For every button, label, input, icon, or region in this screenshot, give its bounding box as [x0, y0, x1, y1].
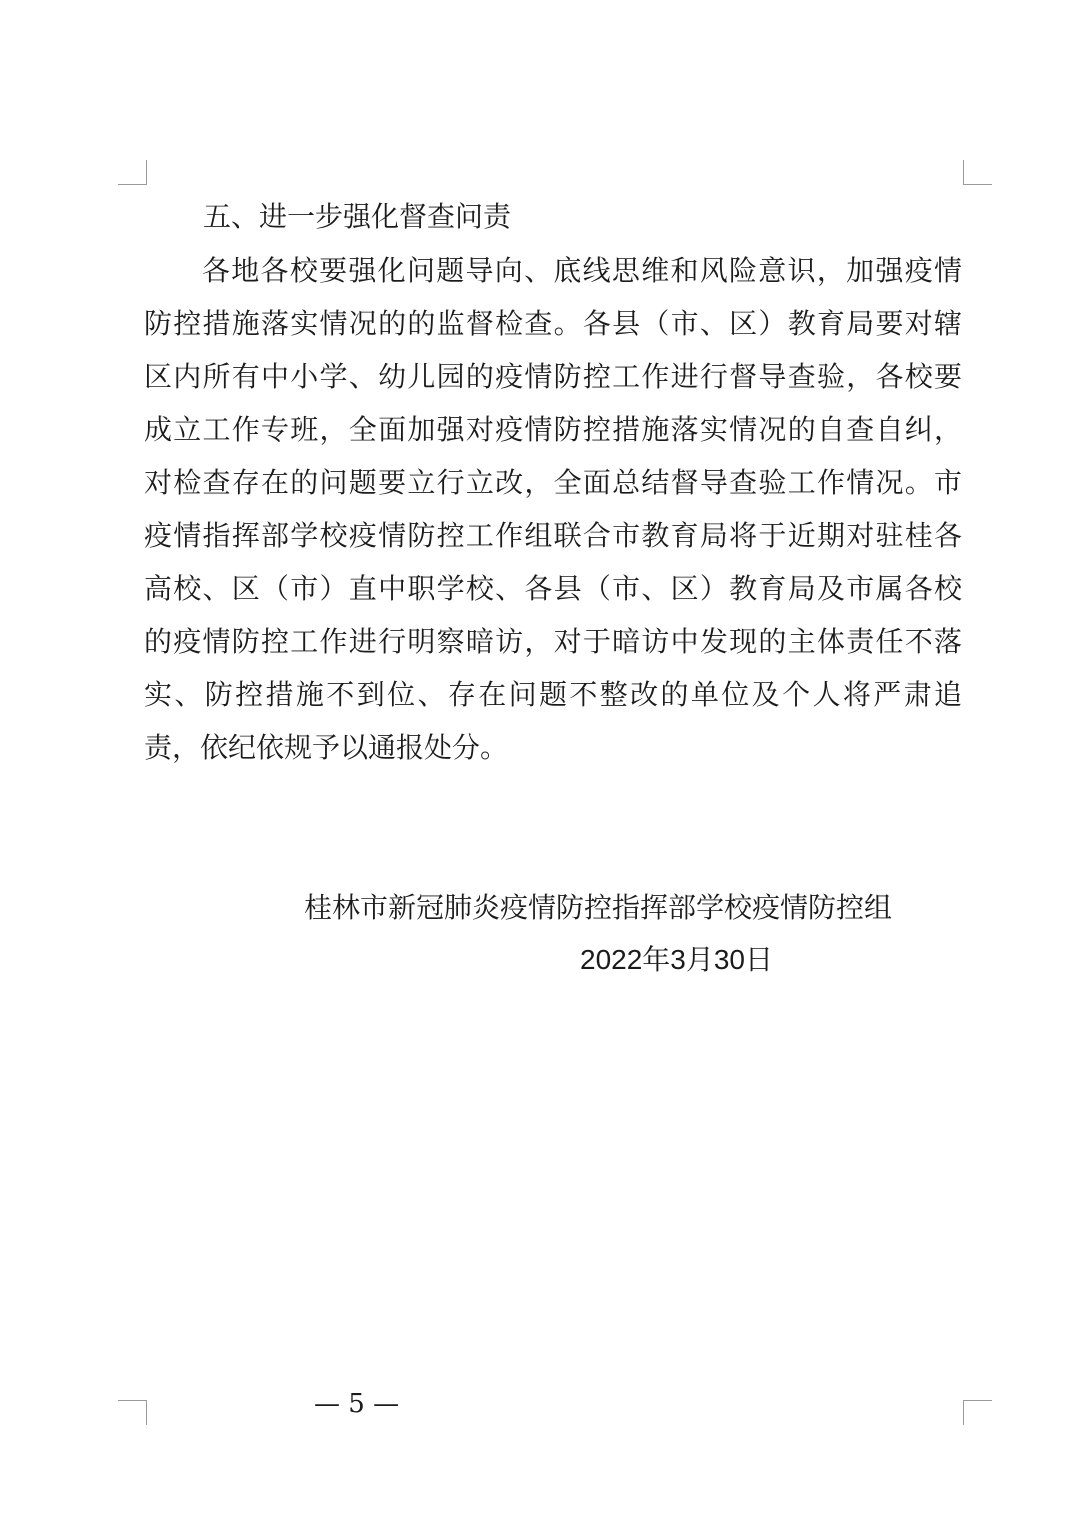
body-line: 各地各校要强化问题导向、底线思维和风险意识，加强疫情: [202, 254, 962, 287]
crop-mark-top-left: [118, 160, 147, 185]
signature-date: 2022年3月30日: [580, 944, 774, 975]
body-line: 对检查存在的问题要立行立改，全面总结督导查验工作情况。市: [144, 466, 962, 499]
signature-organization: 桂林市新冠肺炎疫情防控指挥部学校疫情防控组: [304, 891, 893, 924]
body-line: 的疫情防控工作进行明察暗访，对于暗访中发现的主体责任不落: [144, 625, 962, 658]
body-paragraph: [144, 244, 962, 774]
body-line: 防控措施落实情况的的监督检查。各县（市、区）教育局要对辖: [144, 307, 962, 340]
body-line: 实、防控措施不到位、存在问题不整改的单位及个人将严肃追: [144, 678, 962, 711]
page-number: — 5 —: [314, 1389, 400, 1419]
body-line: 疫情指挥部学校疫情防控工作组联合市教育局将于近期对驻桂各: [144, 519, 962, 552]
body-line: 高校、区（市）直中职学校、各县（市、区）教育局及市属各校: [144, 572, 962, 605]
crop-mark-bottom-right: [963, 1400, 992, 1425]
crop-mark-bottom-left: [118, 1400, 147, 1425]
body-line: 成立工作专班，全面加强对疫情防控措施落实情况的自查自纠，: [144, 413, 962, 446]
crop-mark-top-right: [963, 160, 992, 185]
body-line: 责，依纪依规予以通报处分。: [144, 731, 509, 764]
section-heading: 五、进一步强化督查问责: [203, 200, 512, 233]
body-line: 区内所有中小学、幼儿园的疫情防控工作进行督导查验，各校要: [144, 360, 962, 393]
